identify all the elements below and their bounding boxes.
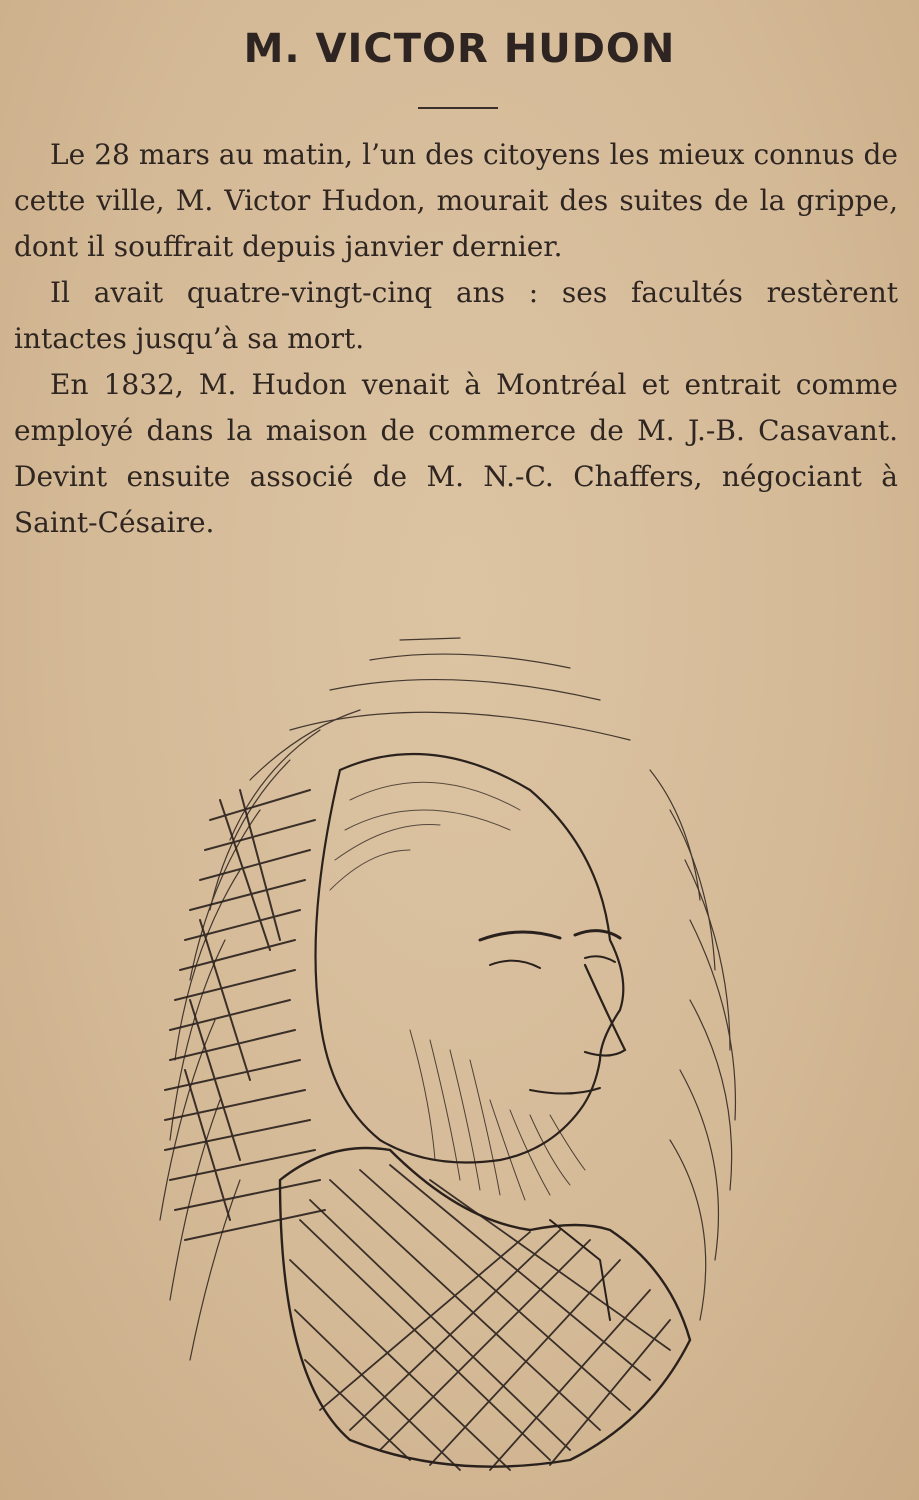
article-body [14,132,898,546]
portrait-beard-hatching [410,1030,585,1200]
portrait-eye [490,961,540,968]
portrait-shadow-hatching [165,790,325,1240]
portrait-head-outline [316,754,624,1163]
portrait-eyebrow-right [575,931,620,938]
engraved-portrait [130,620,770,1480]
title-divider [418,107,498,109]
paragraph-death-notice: Le 28 mars au matin, l’un des citoyens les mieux connus de cette ville, M. Victor Hudon, mourait des suites de la grippe, dont il souffrait depuis janvier dernier. [14,138,898,263]
portrait-coat-outline [280,1148,690,1467]
paragraph-age: Il avait quatre-vingt-cinq ans : ses facultés restèrent intactes jusqu’à sa mort. [14,276,898,355]
article-title: M. VICTOR HUDON [243,26,676,72]
portrait-background-hatching [160,638,735,1360]
paragraph-career: En 1832, M. Hudon venait à Montréal et entrait comme employé dans la maison de commerce de M. J.-B. Casavant. Devint ensuite associé de M. N.-C. Chaffers, négociant à Saint-Césaire. [14,368,898,539]
portrait-coat-hatching [290,1165,670,1470]
portrait-eyebrow [480,932,560,940]
